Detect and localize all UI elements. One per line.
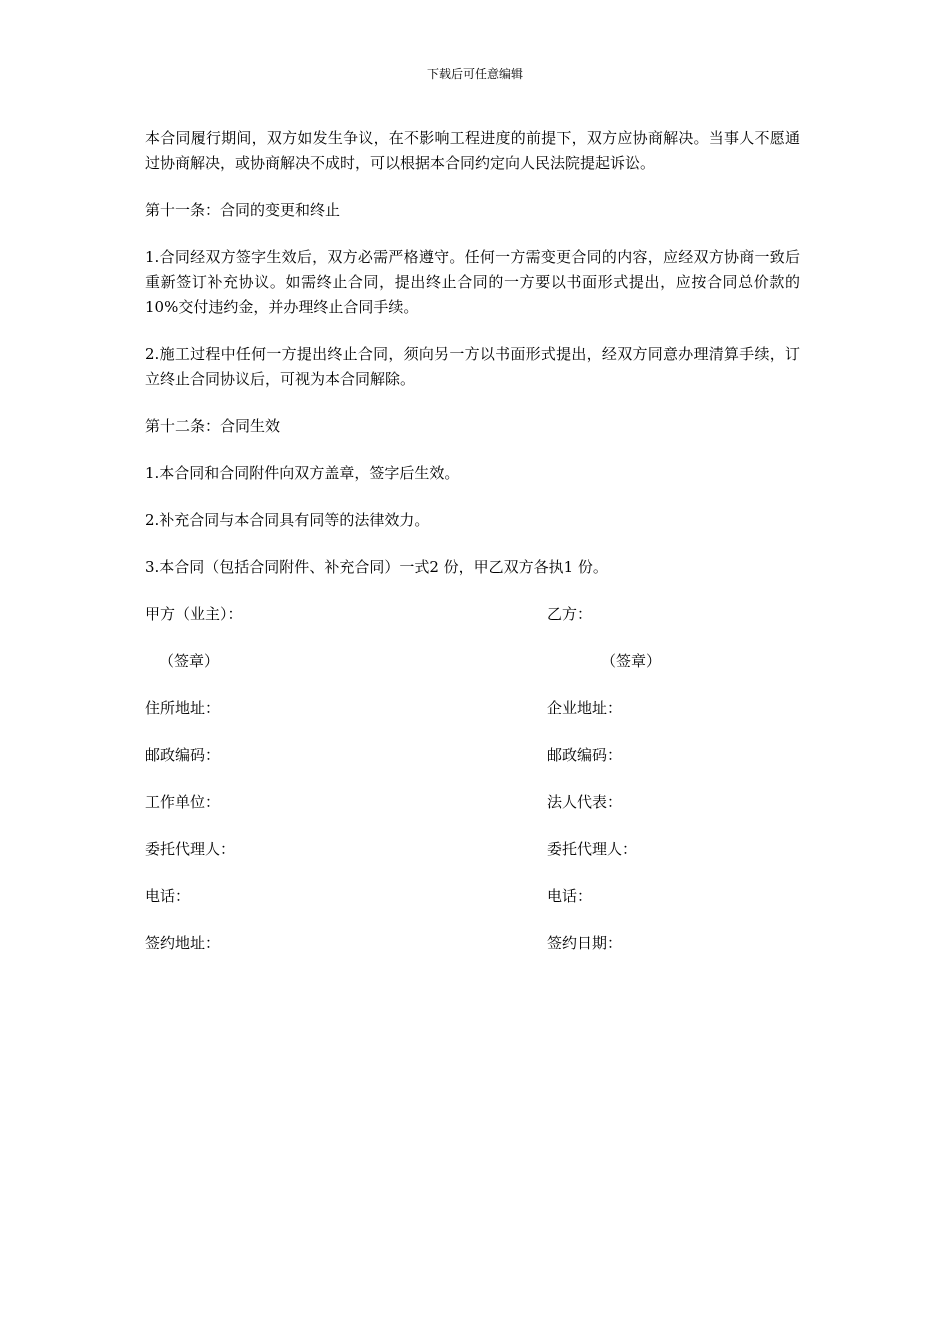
page-header-note: 下载后可任意编辑 <box>426 67 523 81</box>
article-12-item-3: 3.本合同（包括合同附件、补充合同）一式2 份，甲乙双方各执1 份。 <box>145 558 608 576</box>
signature-parties-row <box>145 602 800 627</box>
party-a-field: 电话： <box>145 887 191 905</box>
party-b-field: 邮政编码： <box>547 746 623 764</box>
party-a-seal: （签章） <box>159 652 220 670</box>
article-11-item-2: 2.施工过程中任何一方提出终止合同，须向另一方以书面形式提出，经双方同意办理清算手续，订立终止合同协议后，可视为本合同解除。 <box>145 345 800 388</box>
party-b-field: 企业地址： <box>547 699 623 717</box>
signature-field-row <box>145 884 800 909</box>
party-b-field: 法人代表： <box>547 793 623 811</box>
party-b-seal: （签章） <box>601 652 662 670</box>
party-a-field: 工作单位： <box>145 793 221 811</box>
article-12-item-1: 1.本合同和合同附件向双方盖章，签字后生效。 <box>145 464 460 482</box>
signature-field-row <box>145 790 800 815</box>
dispute-clause-paragraph: 本合同履行期间，双方如发生争议，在不影响工程进度的前提下，双方应协商解决。当事人不愿通过协商解决，或协商解决不成时，可以根据本合同约定向人民法院提起诉讼。 <box>145 129 800 172</box>
contract-body <box>145 126 800 978</box>
article-11-item-1: 1.合同经双方签字生效后，双方必需严格遵守。任何一方需变更合同的内容，应经双方协商一致后重新签订补充协议。如需终止合同，提出终止合同的一方要以书面形式提出，应按合同总价款的10%交付违约金，并办理终止合同手续。 <box>145 248 800 316</box>
signature-field-row <box>145 931 800 956</box>
party-a-field: 邮政编码： <box>145 746 221 764</box>
party-b-field: 委托代理人： <box>547 840 638 858</box>
party-b-field: 签约日期： <box>547 934 623 952</box>
article-12-item-2: 2.补充合同与本合同具有同等的法律效力。 <box>145 511 430 529</box>
party-b-label: 乙方： <box>547 605 593 623</box>
party-a-field: 签约地址： <box>145 934 221 952</box>
article-11-heading: 第十一条：合同的变更和终止 <box>145 201 341 219</box>
party-b-field: 电话： <box>547 887 593 905</box>
article-12-heading: 第十二条：合同生效 <box>145 417 281 435</box>
signature-seal-row <box>145 649 800 674</box>
signature-field-row <box>145 837 800 862</box>
party-a-field: 住所地址： <box>145 699 221 717</box>
party-a-field: 委托代理人： <box>145 840 236 858</box>
signature-field-row <box>145 696 800 721</box>
signature-field-row <box>145 743 800 768</box>
party-a-label: 甲方（业主）： <box>145 605 243 623</box>
